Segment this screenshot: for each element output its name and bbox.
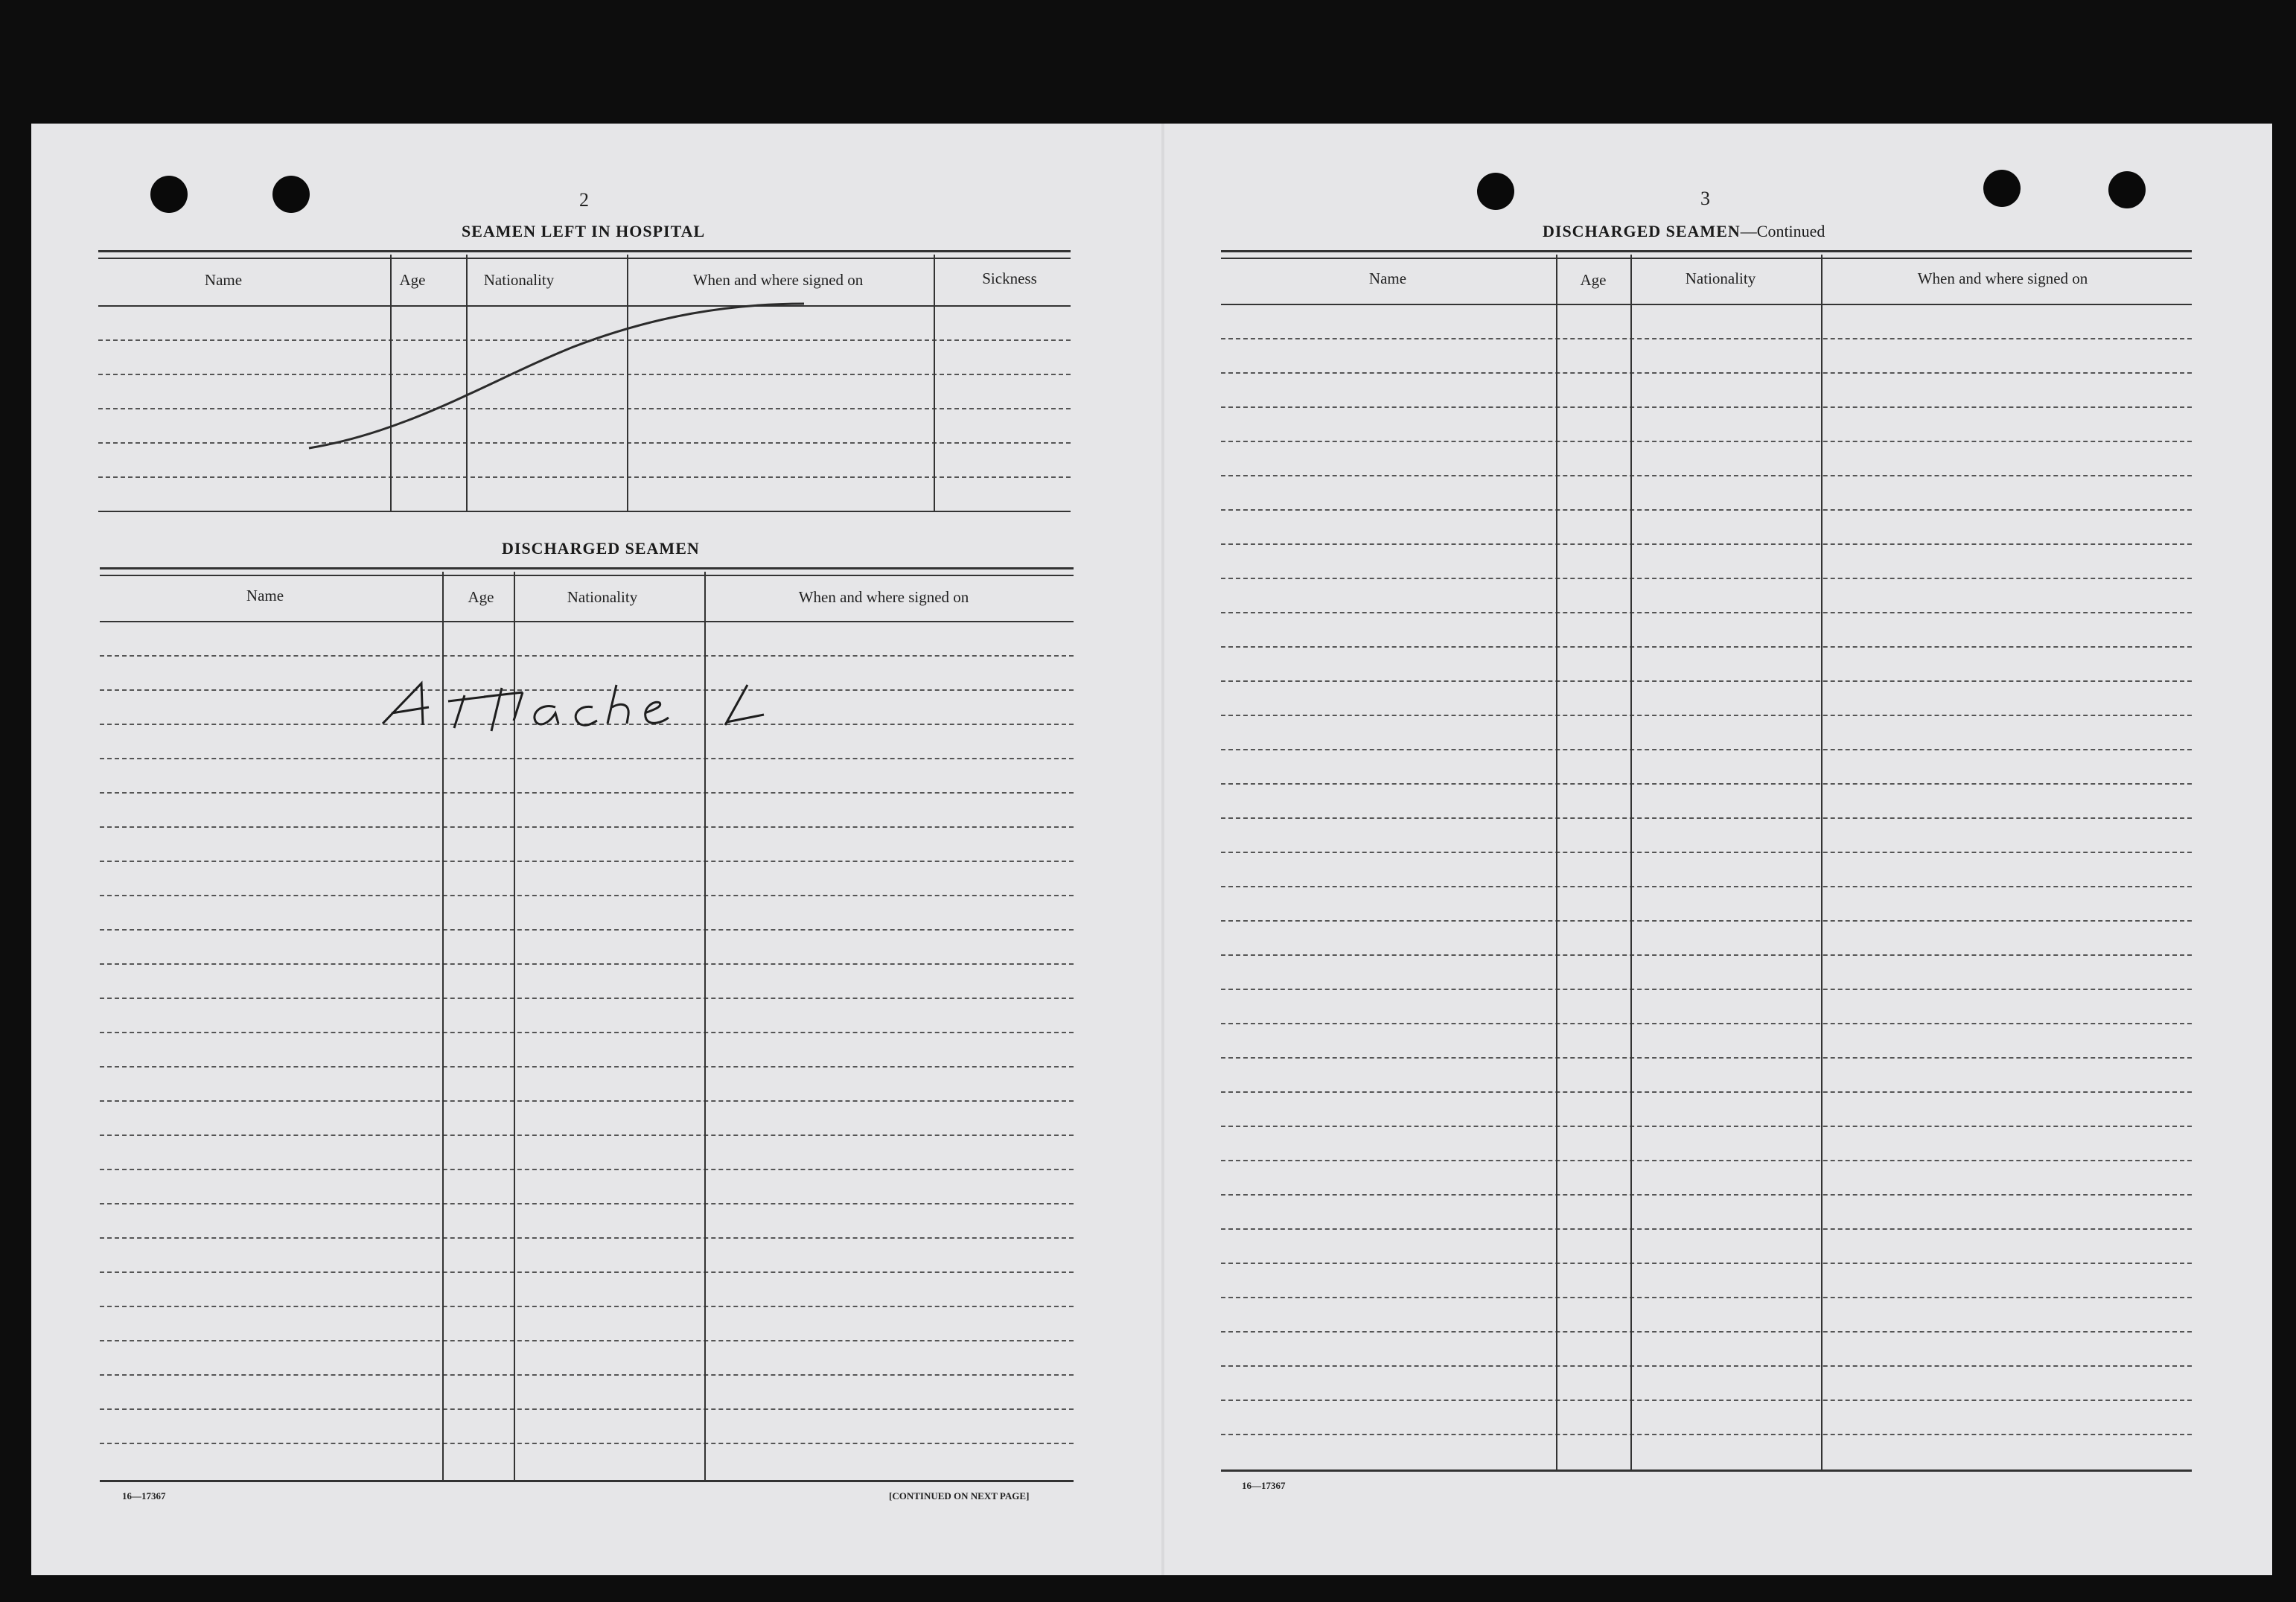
col-header-nationality: Nationality [567,588,638,606]
punch-hole [2108,171,2146,208]
col-header-nationality: Nationality [483,271,555,289]
discharged-section-title: DISCHARGED SEAMEN [502,539,700,558]
ruled-row-line [100,861,1074,862]
handwritten-attached [377,677,779,737]
form-number-left: 16—17367 [122,1490,166,1502]
punch-hole [1983,170,2021,207]
ruled-row-line [1221,1160,2192,1161]
ruled-row-line [100,826,1074,828]
col-header-name: Name [204,271,243,289]
handwritten-strike-line [298,290,819,469]
ruled-row-line [1221,989,2192,990]
ruled-row-line [1221,749,2192,750]
ruled-row-line [1221,1228,2192,1230]
ruled-row-line [100,998,1074,999]
ruled-row-line [1221,680,2192,682]
ruled-row-line [100,963,1074,965]
ruled-row-line [100,1135,1074,1136]
discharged-continued-title [1543,222,1825,241]
ruled-row-line [100,758,1074,759]
col-header-age: Age [1580,271,1607,289]
punch-hole [272,176,310,213]
col-header-name: Name [1368,269,1407,287]
col-header-age: Age [399,271,426,289]
ruled-row-line [100,929,1074,931]
ruled-row-line [1221,920,2192,922]
col-header-signed-on: When and where signed on [692,271,864,289]
ruled-row-line [100,1374,1074,1376]
page-number-left: 2 [579,189,589,211]
ruled-row-line [1221,578,2192,579]
hospital-section-title: SEAMEN LEFT IN HOSPITAL [462,222,706,240]
ruled-row-line [1221,1263,2192,1264]
ruled-row-line [1221,543,2192,545]
ruled-row-line [1221,954,2192,956]
page-number-right: 3 [1700,188,1710,209]
ruled-row-line [100,655,1074,657]
punch-hole [150,176,188,213]
ruled-row-line [1221,1400,2192,1401]
ruled-row-line [1221,852,2192,853]
ruled-row-line [100,1340,1074,1341]
ruled-row-line [100,1237,1074,1239]
ruled-row-line [1221,1057,2192,1059]
col-header-age: Age [468,588,494,606]
center-fold [1161,124,1164,1575]
ruled-row-line [100,792,1074,794]
ruled-row-line [1221,886,2192,887]
form-number-right: 16—17367 [1242,1480,1286,1491]
ruled-row-line [1221,441,2192,442]
ruled-row-line [1221,509,2192,511]
col-header-signed-on: When and where signed on [1917,269,2088,287]
col-header-sickness: Sickness [982,269,1037,287]
ruled-row-line [1221,338,2192,339]
ruled-row-line [1221,646,2192,648]
continued-note: [CONTINUED ON NEXT PAGE] [889,1490,1030,1502]
ruled-row-line [100,1066,1074,1068]
ruled-row-line [100,895,1074,896]
ruled-row-line [1221,715,2192,716]
title-main: DISCHARGED SEAMEN [1543,222,1741,240]
ruled-row-line [100,1100,1074,1102]
ruled-row-line [1221,1091,2192,1093]
ruled-row-line [1221,1023,2192,1024]
ruled-row-line [100,1443,1074,1444]
ruled-row-line [1221,783,2192,785]
ruled-row-line [1221,1365,2192,1367]
ruled-row-line [1221,1331,2192,1333]
ruled-row-line [1221,817,2192,819]
ruled-row-line [1221,475,2192,476]
ruled-row-line [1221,1297,2192,1298]
discharged-continued-table [1221,250,2192,1477]
ruled-row-line [1221,1434,2192,1435]
ruled-row-line [100,1032,1074,1033]
ruled-row-line [1221,1126,2192,1127]
ruled-row-line [100,1271,1074,1273]
ruled-row-line [100,1306,1074,1307]
ruled-row-line [100,1203,1074,1204]
ruled-row-line [100,1169,1074,1170]
ruled-row-line [1221,612,2192,613]
ruled-row-line [1221,1194,2192,1196]
col-header-signed-on: When and where signed on [798,588,969,606]
punch-hole [1477,173,1514,210]
title-suffix: —Continued [1740,222,1825,240]
col-header-nationality: Nationality [1685,269,1756,287]
ruled-row-line [1221,372,2192,374]
ruled-row-line [100,1408,1074,1410]
col-header-name: Name [246,587,284,604]
ruled-row-line [1221,406,2192,408]
